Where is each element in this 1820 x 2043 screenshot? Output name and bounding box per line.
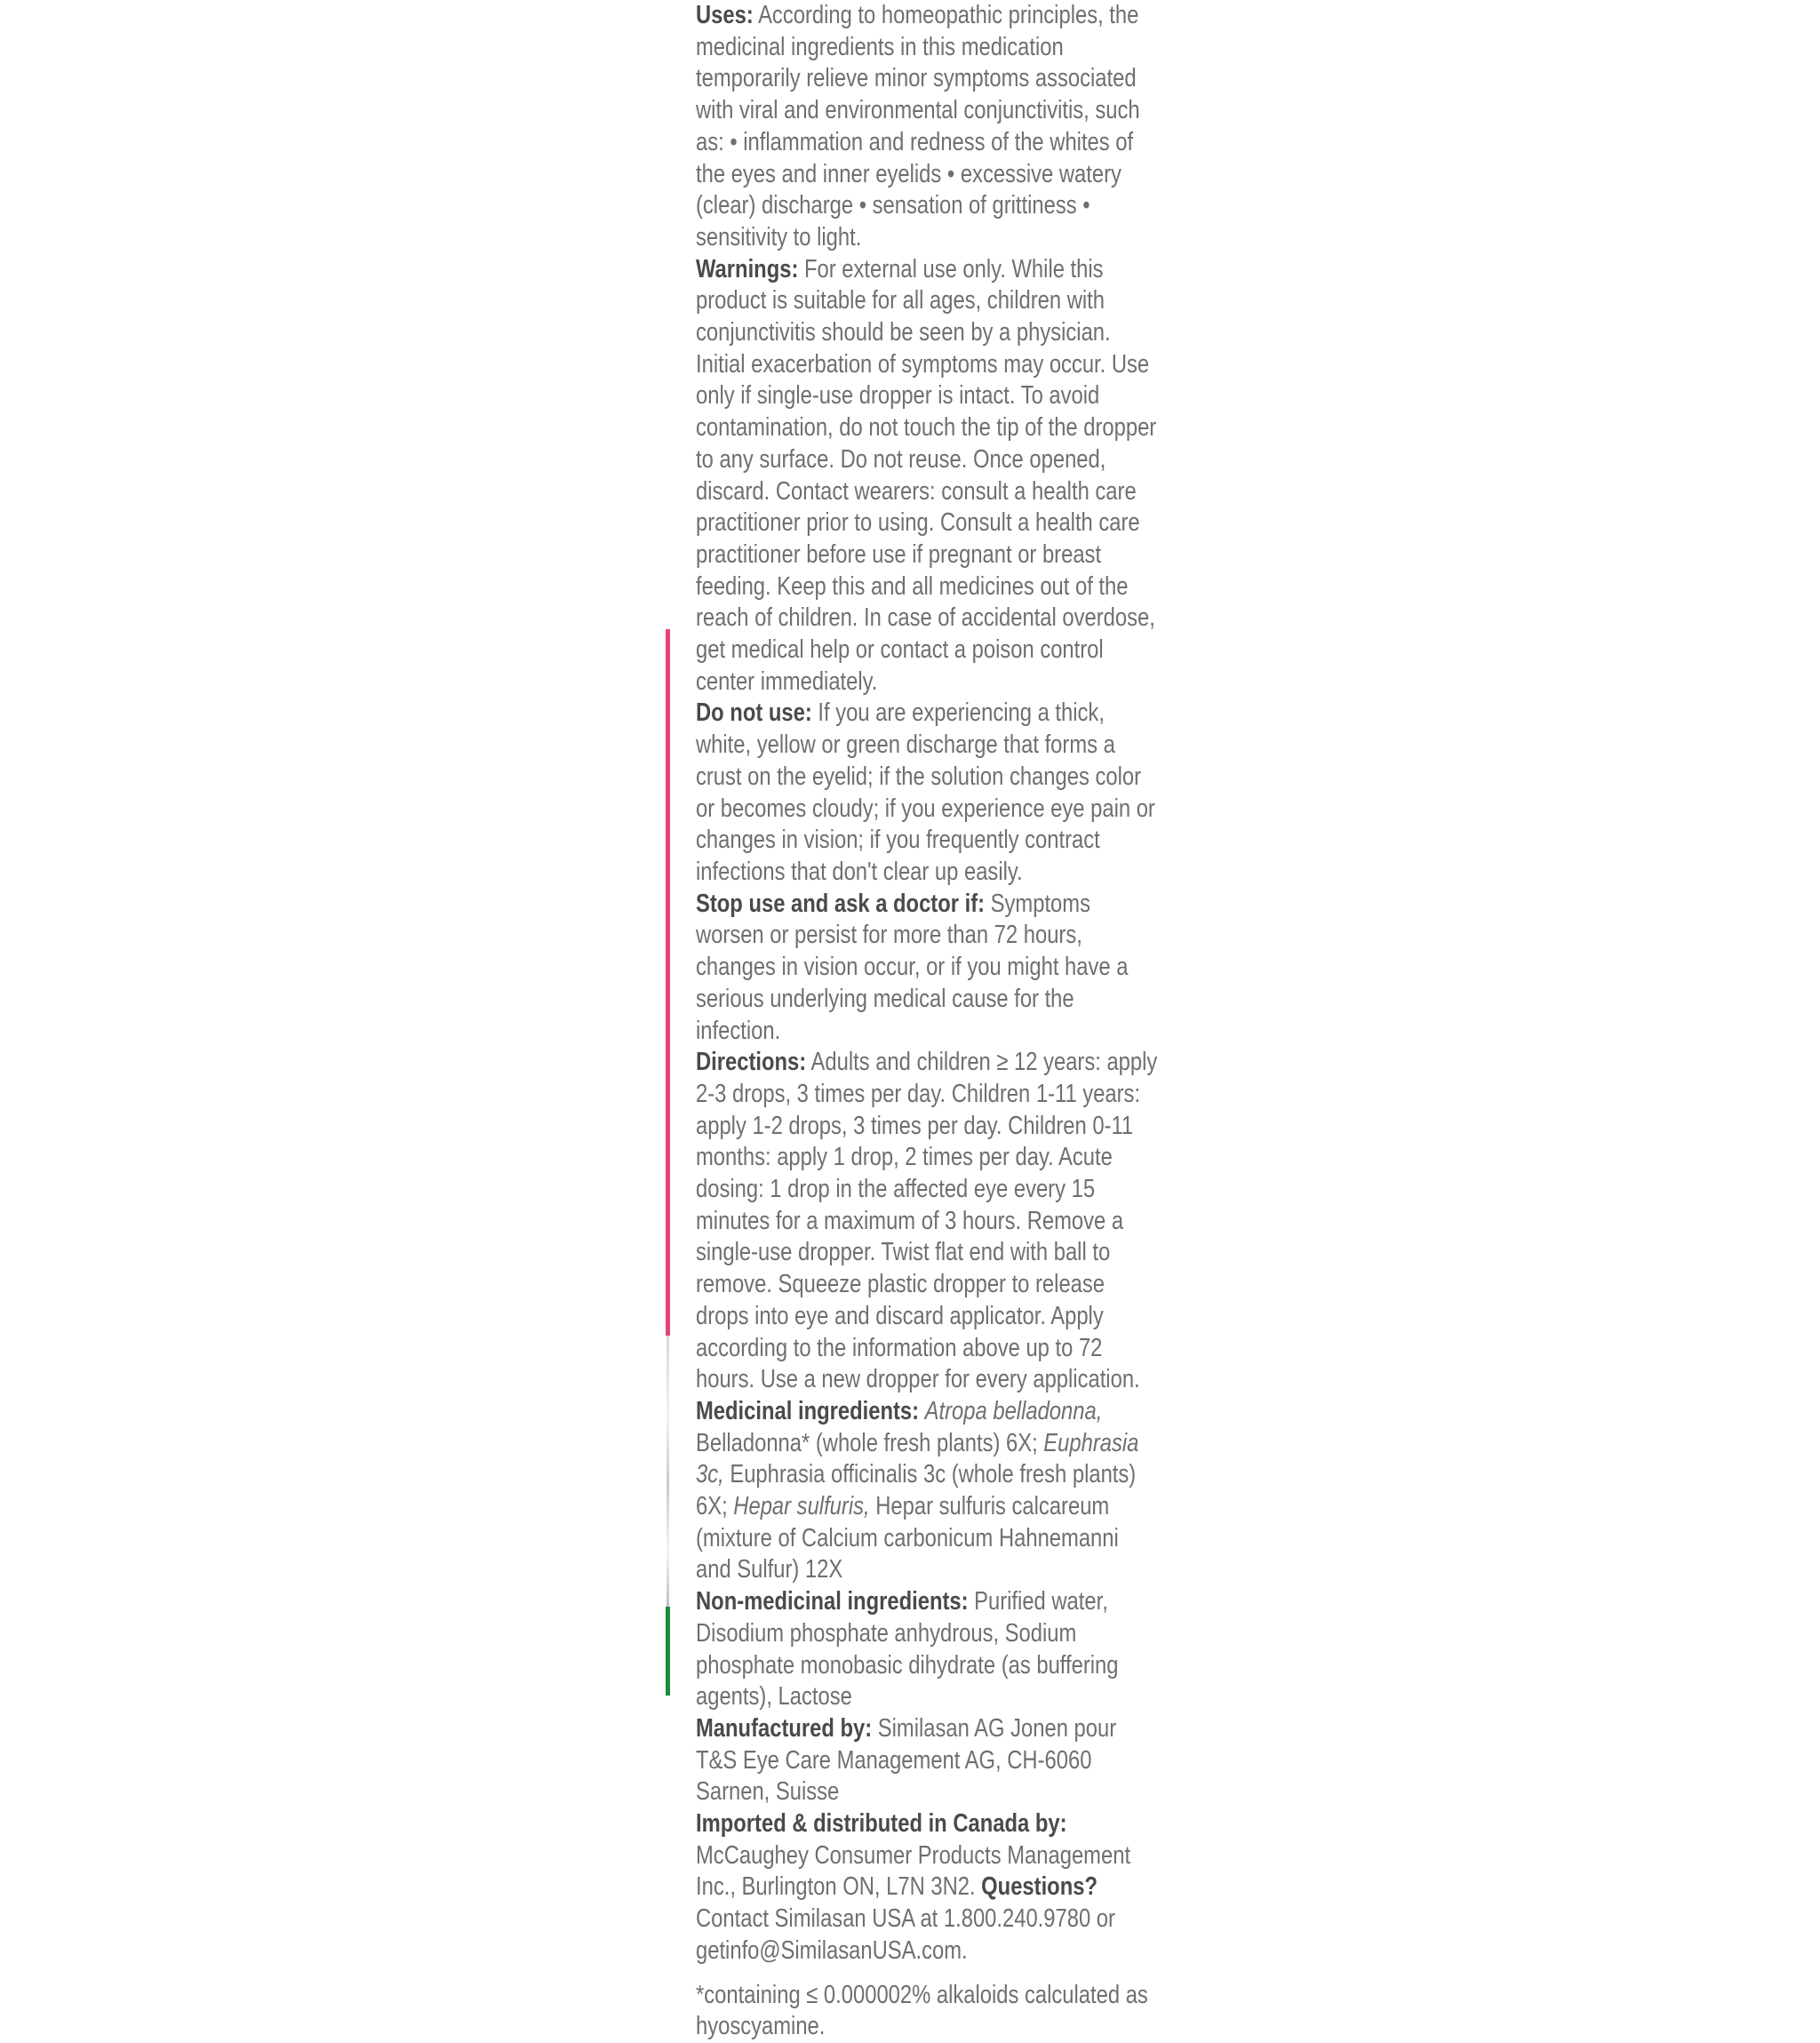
directions-text: Adults and children ≥ 12 years: apply 2-3 drops, 3 times per day. Children 1-11 years: apply 1-2 drops, 3 times per day. Children 0-11 months: apply 1 drop, 2 times per day. Acute dosing: 1 drop in the affected eye every 15 minutes for a maximum of 3 hours. Remove a single-use dropper. Twist flat end with ball to remove. Squeeze plastic dropper to release drops into eye and discard applicator. Apply according to the information above up to 72 hours. Use a new dropper for every application. <box>696 1048 1158 1394</box>
non-medicinal-ingredients-text: Purified water, Disodium phosphate anhydrous, Sodium phosphate monobasic dihydrate (as buffering agents), Lactose <box>696 1587 1119 1712</box>
imported-by-section <box>696 1808 1158 1967</box>
manufactured-by-text: Similasan AG Jonen pour T&S Eye Care Management AG, CH-6060 Sarnen, Suisse <box>696 1713 1117 1807</box>
warnings-heading: Warnings: <box>696 254 799 283</box>
ingredient-latin-name: Hepar sulfuris, <box>733 1492 870 1521</box>
uses-heading: Uses: <box>696 1 754 29</box>
non-medicinal-ingredients-heading: Non-medicinal ingredients: <box>696 1587 969 1616</box>
directions-heading: Directions: <box>696 1048 807 1077</box>
ingredient-latin-name: Atropa belladonna, <box>924 1396 1103 1425</box>
medicinal-ingredients-heading: Medicinal ingredients: <box>696 1396 920 1425</box>
accent-bar-green <box>666 1607 670 1696</box>
stop-use-text: Symptoms worsen or persist for more than 72 hours, changes in vision occur, or if you might have a serious underlying medical cause for the infection. <box>696 889 1129 1045</box>
footnote: *containing ≤ 0.000002% alkaloids calculated as hyoscyamine. <box>696 1980 1148 2041</box>
uses-text: According to homeopathic principles, the medicinal ingredients in this medication temporarily relieve minor symptoms associated with viral and environmental conjunctivitis, such as: • inflammation and redness of the whites of the eyes and inner eyelids • excessive watery (clear) discharge • sensation of grittiness • sensitivity to light. <box>696 1 1140 251</box>
stop-use-section <box>696 889 1158 1048</box>
questions-heading: Questions? <box>981 1872 1098 1902</box>
ingredient-latin-name: Euphrasia 3c, <box>696 1428 1139 1489</box>
warnings-text: For external use only. While this product is suitable for all ages, children with conjunctivitis should be seen by a physician. Initial exacerbation of symptoms may occur. Use only if single-use dropper is intact. To avoid contamination, do not touch the tip of the dropper to any surface. Do not reuse. Once opened, discard. Contact wearers: consult a health care practitioner prior to using. Consult a health care practitioner before use if pregnant or breast feeding. Keep this and all medicines out of the reach of children. In case of accidental overdose, get medical help or contact a poison control center immediately. <box>696 254 1157 696</box>
do-not-use-text: If you are experiencing a thick, white, yellow or green discharge that forms a crust on the eyelid; if the solution changes color or becomes cloudy; if you experience eye pain or changes in vision; if you frequently contract infections that don't clear up easily. <box>696 698 1155 886</box>
imported-by-heading: Imported & distributed in Canada by: <box>696 1809 1067 1839</box>
imported-by-text: McCaughey Consumer Products Management Inc., Burlington ON, L7N 3N2. <box>696 1840 1131 1902</box>
accent-bar-pink <box>666 629 670 1336</box>
medicinal-ingredients-section <box>696 1396 1158 1586</box>
manufactured-by-heading: Manufactured by: <box>696 1713 873 1743</box>
do-not-use-section <box>696 698 1158 888</box>
warnings-section <box>696 254 1158 698</box>
ingredient-description: Belladonna* (whole fresh plants) 6X; <box>696 1428 1044 1457</box>
stop-use-heading: Stop use and ask a doctor if: <box>696 889 986 918</box>
questions-text: Contact Similasan USA at 1.800.240.9780 or getinfo@SimilasanUSA.com. <box>696 1904 1115 1965</box>
do-not-use-heading: Do not use: <box>696 698 812 728</box>
uses-section <box>696 0 1158 254</box>
manufactured-by-section <box>696 1713 1158 1808</box>
directions-section <box>696 1047 1158 1396</box>
non-medicinal-ingredients-section <box>696 1586 1158 1713</box>
accent-bar-gray <box>667 1336 669 1607</box>
ingredient-description: Hepar sulfuris calcareum (mixture of Calcium carbonicum Hahnemanni and Sulfur) 12X <box>696 1492 1119 1584</box>
ingredient-description: Euphrasia officinalis 3c (whole fresh plants) 6X; <box>696 1460 1137 1521</box>
product-label-text <box>696 0 1158 2043</box>
